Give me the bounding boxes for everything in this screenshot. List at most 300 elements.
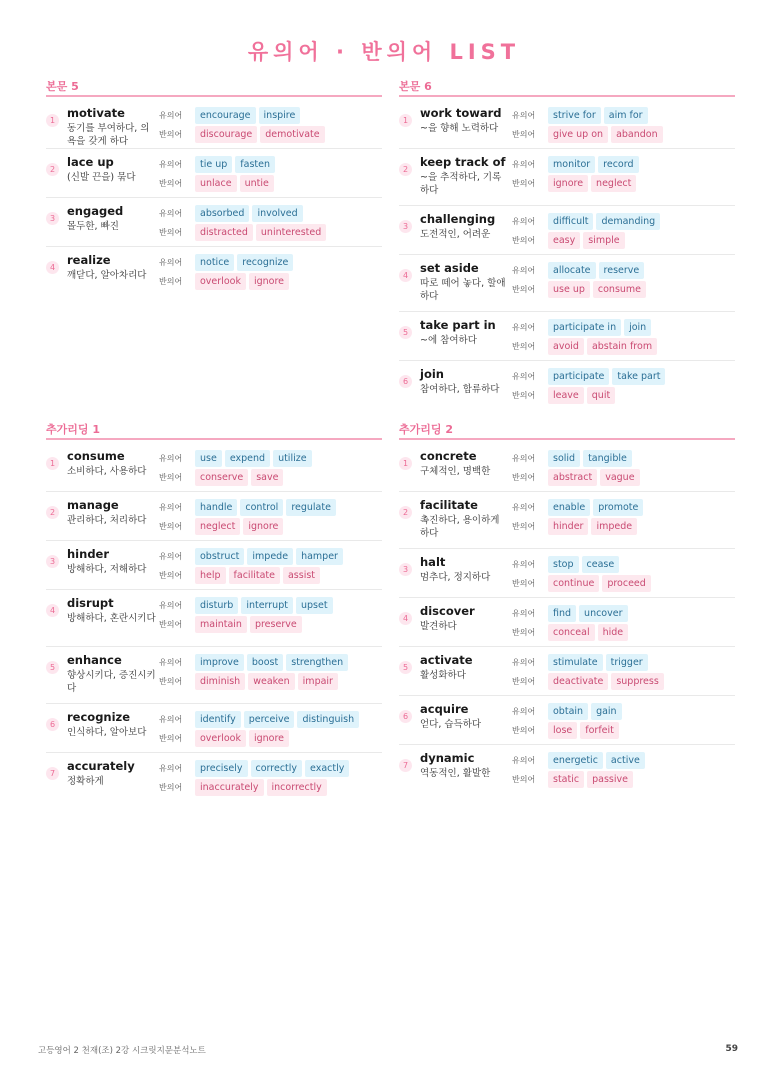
antonym-row: [512, 125, 666, 144]
entry-meaning: 구체적인, 명백한: [420, 466, 491, 477]
entry-row: [399, 443, 735, 492]
synonym-label: 유의어: [159, 454, 183, 463]
synonym-label: 유의어: [512, 454, 536, 463]
antonym-tag: abstract: [548, 469, 597, 486]
synonym-label: 유의어: [159, 503, 183, 512]
antonym-tag: passive: [587, 771, 633, 788]
antonym-label: 반의어: [512, 628, 536, 637]
antonym-label: 반의어: [512, 342, 536, 351]
synonym-tag: regulate: [286, 499, 336, 516]
entry-word-block: [420, 653, 510, 682]
synonym-tag: tangible: [583, 450, 632, 467]
entry-word-block: [420, 106, 510, 135]
synonym-row: [512, 106, 651, 125]
antonym-label: 반의어: [512, 473, 536, 482]
synonym-tag: inspire: [259, 107, 301, 124]
antonym-tag: impair: [298, 673, 338, 690]
synonym-row: [512, 702, 625, 721]
synonym-label: 유의어: [512, 560, 536, 569]
entry-word-block: [420, 751, 510, 780]
entry-word: activate: [420, 653, 473, 667]
synonym-row: [512, 555, 622, 574]
synonym-tag: aim for: [604, 107, 648, 124]
synonym-label: 유의어: [512, 217, 536, 226]
entry-number: 5: [399, 661, 412, 674]
antonym-tag: continue: [548, 575, 599, 592]
entry-word-block: [420, 604, 510, 633]
antonym-tag: vague: [600, 469, 639, 486]
synonym-tag: boost: [247, 654, 283, 671]
synonym-tag: handle: [195, 499, 237, 516]
antonym-tag: neglect: [591, 175, 636, 192]
synonym-label: 유의어: [159, 764, 183, 773]
entry-meaning: 활성화하다: [420, 670, 466, 681]
synonym-row: [512, 604, 631, 623]
synonym-row: [512, 498, 646, 517]
antonym-tag: assist: [283, 567, 320, 584]
synonym-label: 유의어: [159, 258, 183, 267]
entry-word: accurately: [67, 759, 135, 773]
synonym-label: 유의어: [159, 715, 183, 724]
synonym-tag: utilize: [273, 450, 312, 467]
entry-word-block: [420, 498, 510, 540]
synonym-row: [159, 596, 336, 615]
entry-word-block: [67, 710, 157, 739]
synonym-label: 유의어: [159, 160, 183, 169]
entry-number: 2: [46, 506, 59, 519]
antonym-row: [512, 623, 631, 642]
antonym-tag: impede: [591, 518, 637, 535]
antonym-label: 반의어: [512, 179, 536, 188]
antonym-row: [159, 729, 292, 748]
synonym-tag: encourage: [195, 107, 256, 124]
entry-word-block: [67, 253, 157, 282]
entry-number: 6: [46, 718, 59, 731]
entry-list: [46, 443, 382, 793]
antonym-tag: uninterested: [256, 224, 326, 241]
synonym-row: [159, 653, 351, 672]
entry-word-block: [420, 702, 510, 731]
antonym-tag: overlook: [195, 730, 246, 747]
section-title: 추가리딩 1: [46, 421, 382, 440]
synonym-row: [512, 261, 647, 280]
antonym-label: 반의어: [159, 677, 183, 686]
synonym-tag: active: [606, 752, 645, 769]
synonym-tag: stimulate: [548, 654, 603, 671]
antonym-label: 반의어: [512, 677, 536, 686]
antonym-tag: suppress: [611, 673, 663, 690]
synonym-tag: correctly: [251, 760, 303, 777]
entry-number: 5: [399, 326, 412, 339]
antonym-label: 반의어: [159, 571, 183, 580]
entry-meaning: 방해하다, 혼란시키다: [67, 613, 156, 624]
synonym-tag: strengthen: [286, 654, 348, 671]
synonym-row: [159, 106, 303, 125]
entry-meaning: (신발 끈을) 묶다: [67, 172, 136, 183]
synonym-tag: control: [240, 499, 283, 516]
entry-word-block: [67, 653, 157, 695]
synonym-tag: precisely: [195, 760, 248, 777]
synonym-row: [159, 547, 346, 566]
entry-meaning: 방해하다, 저해하다: [67, 564, 147, 575]
synonym-tag: disturb: [195, 597, 238, 614]
entry-word: manage: [67, 498, 119, 512]
antonym-tag: distracted: [195, 224, 253, 241]
entry-row: [399, 255, 735, 312]
antonym-tag: untie: [240, 175, 274, 192]
section-title: 본문 5: [46, 78, 382, 97]
entry-meaning: 참여하다, 합류하다: [420, 384, 500, 395]
synonym-tag: join: [624, 319, 651, 336]
synonym-label: 유의어: [159, 601, 183, 610]
entry-row: [399, 696, 735, 745]
antonym-label: 반의어: [159, 228, 183, 237]
entry-word-block: [67, 547, 157, 576]
antonym-tag: consume: [593, 281, 646, 298]
entry-number: 6: [399, 375, 412, 388]
antonym-row: [512, 386, 618, 405]
antonym-row: [159, 174, 277, 193]
entry-number: 1: [46, 114, 59, 127]
synonym-label: 유의어: [512, 323, 536, 332]
antonym-row: [159, 223, 329, 242]
entry-row: [399, 598, 735, 647]
antonym-tag: hinder: [548, 518, 588, 535]
entry-row: [46, 492, 382, 541]
synonym-tag: interrupt: [241, 597, 293, 614]
synonym-row: [512, 367, 668, 386]
synonym-tag: obtain: [548, 703, 588, 720]
footer-text: 고등영어 2 천재(조) 2강 시크릿지문분석노트: [38, 1046, 206, 1056]
section: [46, 78, 382, 287]
synonym-tag: hamper: [296, 548, 343, 565]
entry-row: [399, 492, 735, 549]
entry-meaning: ~을 추적하다, 기록하다: [420, 172, 502, 196]
antonym-label: 반의어: [159, 734, 183, 743]
entry-word: disrupt: [67, 596, 114, 610]
synonym-tag: monitor: [548, 156, 595, 173]
synonym-row: [159, 759, 352, 778]
entry-row: [46, 100, 382, 149]
entry-number: 1: [399, 457, 412, 470]
synonym-label: 유의어: [512, 658, 536, 667]
synonym-tag: improve: [195, 654, 244, 671]
entry-word: set aside: [420, 261, 479, 275]
entry-word-block: [420, 555, 510, 584]
section: [46, 421, 382, 793]
entry-word: realize: [67, 253, 111, 267]
entry-number: 2: [46, 163, 59, 176]
entry-meaning: ~을 향해 노력하다: [420, 123, 499, 134]
synonym-label: 유의어: [512, 609, 536, 618]
antonym-row: [159, 468, 286, 487]
entry-word-block: [67, 204, 157, 233]
antonym-row: [159, 615, 305, 634]
synonym-row: [159, 498, 339, 517]
entry-word: lace up: [67, 155, 114, 169]
synonym-tag: participate: [548, 368, 609, 385]
entry-meaning: 관리하다, 처리하다: [67, 515, 147, 526]
synonym-row: [512, 751, 648, 770]
synonym-tag: obstruct: [195, 548, 244, 565]
entry-row: [46, 247, 382, 287]
antonym-tag: help: [195, 567, 226, 584]
antonym-tag: maintain: [195, 616, 247, 633]
antonym-label: 반의어: [512, 236, 536, 245]
antonym-row: [159, 517, 286, 536]
antonym-row: [512, 468, 643, 487]
entry-word-block: [67, 106, 157, 148]
antonym-row: [512, 721, 622, 740]
entry-word-block: [420, 212, 510, 241]
synonym-tag: take part: [612, 368, 665, 385]
entry-number: 4: [46, 261, 59, 274]
antonym-row: [159, 272, 292, 291]
entry-meaning: 몰두한, 빠진: [67, 221, 119, 232]
antonym-tag: inaccurately: [195, 779, 264, 796]
antonym-tag: abstain from: [587, 338, 657, 355]
entry-number: 4: [46, 604, 59, 617]
synonym-row: [159, 155, 278, 174]
entry-word: facilitate: [420, 498, 478, 512]
entry-word-block: [420, 318, 510, 347]
antonym-row: [159, 566, 323, 585]
synonym-tag: demanding: [596, 213, 660, 230]
antonym-label: 반의어: [159, 522, 183, 531]
entry-number: 3: [46, 212, 59, 225]
antonym-tag: hide: [598, 624, 629, 641]
antonym-tag: overlook: [195, 273, 246, 290]
antonym-tag: demotivate: [260, 126, 324, 143]
antonym-tag: deactivate: [548, 673, 608, 690]
antonym-label: 반의어: [512, 391, 536, 400]
entry-row: [399, 647, 735, 696]
antonym-tag: ignore: [249, 730, 289, 747]
entry-meaning: 인식하다, 알아보다: [67, 727, 147, 738]
synonym-label: 유의어: [512, 160, 536, 169]
entry-meaning: 멈추다, 정지하다: [420, 572, 491, 583]
synonym-tag: difficult: [548, 213, 593, 230]
entry-list: [46, 100, 382, 287]
synonym-tag: recognize: [237, 254, 293, 271]
entry-number: 4: [399, 612, 412, 625]
entry-meaning: 촉진하다, 용이하게 하다: [420, 515, 500, 539]
synonym-label: 유의어: [512, 707, 536, 716]
section: [399, 421, 735, 785]
entry-word: join: [420, 367, 444, 381]
synonym-tag: tie up: [195, 156, 232, 173]
entry-row: [399, 149, 735, 206]
synonym-label: 유의어: [512, 266, 536, 275]
synonym-label: 유의어: [512, 372, 536, 381]
synonym-row: [159, 710, 362, 729]
synonym-tag: trigger: [606, 654, 648, 671]
synonym-tag: enable: [548, 499, 590, 516]
antonym-row: [512, 280, 649, 299]
antonym-tag: save: [251, 469, 283, 486]
synonym-tag: stop: [548, 556, 579, 573]
entry-word: take part in: [420, 318, 496, 332]
synonym-row: [512, 212, 663, 231]
synonym-tag: reserve: [599, 262, 645, 279]
entry-row: [399, 361, 735, 401]
antonym-label: 반의어: [512, 726, 536, 735]
entry-number: 1: [46, 457, 59, 470]
antonym-tag: ignore: [548, 175, 588, 192]
antonym-tag: easy: [548, 232, 580, 249]
entry-number: 6: [399, 710, 412, 723]
synonym-label: 유의어: [159, 552, 183, 561]
synonym-label: 유의어: [159, 209, 183, 218]
synonym-tag: use: [195, 450, 222, 467]
synonym-row: [512, 653, 651, 672]
entry-row: [46, 590, 382, 647]
entry-word: keep track of: [420, 155, 506, 169]
synonym-tag: energetic: [548, 752, 603, 769]
entry-meaning: ~에 참여하다: [420, 335, 477, 346]
antonym-label: 반의어: [512, 579, 536, 588]
antonym-tag: forfeit: [580, 722, 619, 739]
synonym-tag: solid: [548, 450, 580, 467]
antonym-label: 반의어: [159, 473, 183, 482]
entry-word: work toward: [420, 106, 502, 120]
entry-row: [399, 100, 735, 149]
synonym-tag: strive for: [548, 107, 601, 124]
synonym-label: 유의어: [512, 756, 536, 765]
entry-meaning: 발견하다: [420, 621, 457, 632]
antonym-row: [512, 574, 654, 593]
antonym-tag: facilitate: [229, 567, 280, 584]
entry-list: [399, 443, 735, 785]
entry-row: [399, 745, 735, 785]
antonym-tag: ignore: [249, 273, 289, 290]
entry-meaning: 정확하게: [67, 776, 104, 787]
antonym-tag: proceed: [602, 575, 650, 592]
entry-meaning: 따로 떼어 놓다, 할애하다: [420, 278, 506, 302]
antonym-tag: static: [548, 771, 584, 788]
synonym-tag: notice: [195, 254, 234, 271]
antonym-row: [512, 770, 636, 789]
synonym-tag: absorbed: [195, 205, 249, 222]
antonym-label: 반의어: [159, 179, 183, 188]
entry-row: [46, 541, 382, 590]
entry-row: [46, 753, 382, 793]
entry-word-block: [67, 596, 157, 625]
entry-row: [46, 704, 382, 753]
entry-row: [46, 647, 382, 704]
entry-number: 2: [399, 163, 412, 176]
synonym-tag: find: [548, 605, 576, 622]
synonym-label: 유의어: [512, 111, 536, 120]
antonym-tag: avoid: [548, 338, 584, 355]
section-title: 본문 6: [399, 78, 735, 97]
entry-word: motivate: [67, 106, 125, 120]
antonym-label: 반의어: [512, 130, 536, 139]
antonym-label: 반의어: [159, 277, 183, 286]
antonym-row: [159, 778, 330, 797]
synonym-tag: involved: [252, 205, 302, 222]
entry-number: 7: [46, 767, 59, 780]
synonym-label: 유의어: [159, 658, 183, 667]
synonym-tag: expend: [225, 450, 270, 467]
entry-meaning: 깨닫다, 알아차리다: [67, 270, 147, 281]
synonym-tag: impede: [247, 548, 293, 565]
page-number: 59: [725, 1044, 738, 1054]
entry-word: dynamic: [420, 751, 475, 765]
entry-row: [399, 312, 735, 361]
antonym-tag: leave: [548, 387, 584, 404]
synonym-row: [512, 449, 635, 468]
antonym-row: [159, 672, 341, 691]
antonym-tag: neglect: [195, 518, 240, 535]
entry-row: [399, 206, 735, 255]
synonym-tag: promote: [593, 499, 643, 516]
entry-word: hinder: [67, 547, 110, 561]
entry-word-block: [67, 155, 157, 184]
entry-number: 1: [399, 114, 412, 127]
entry-number: 4: [399, 269, 412, 282]
antonym-tag: discourage: [195, 126, 257, 143]
antonym-tag: use up: [548, 281, 590, 298]
synonym-tag: participate in: [548, 319, 621, 336]
entry-word-block: [420, 449, 510, 478]
entry-number: 2: [399, 506, 412, 519]
synonym-tag: distinguish: [297, 711, 359, 728]
entry-word: concrete: [420, 449, 477, 463]
entry-word-block: [67, 498, 157, 527]
antonym-tag: unlace: [195, 175, 237, 192]
antonym-tag: weaken: [248, 673, 294, 690]
synonym-row: [512, 155, 642, 174]
synonym-label: 유의어: [159, 111, 183, 120]
entry-meaning: 소비하다, 사용하다: [67, 466, 147, 477]
synonym-tag: allocate: [548, 262, 596, 279]
antonym-row: [512, 231, 628, 250]
entry-word: acquire: [420, 702, 469, 716]
entry-meaning: 향상시키다, 증진시키다: [67, 670, 156, 694]
entry-meaning: 도전적인, 어려운: [420, 229, 491, 240]
synonym-tag: exactly: [305, 760, 349, 777]
antonym-row: [512, 337, 660, 356]
synonym-label: 유의어: [512, 503, 536, 512]
entry-word-block: [420, 261, 510, 303]
entry-number: 3: [399, 220, 412, 233]
entry-meaning: 얻다, 습득하다: [420, 719, 482, 730]
antonym-tag: give up on: [548, 126, 608, 143]
synonym-tag: gain: [591, 703, 622, 720]
antonym-tag: ignore: [243, 518, 283, 535]
entry-row: [46, 198, 382, 247]
synonym-row: [159, 253, 296, 272]
entry-row: [399, 549, 735, 598]
synonym-tag: upset: [296, 597, 333, 614]
entry-word: recognize: [67, 710, 131, 724]
synonym-tag: perceive: [244, 711, 295, 728]
entry-meaning: 동기를 부여하다, 의욕을 갖게 하다: [67, 123, 150, 147]
entry-number: 3: [46, 555, 59, 568]
synonym-row: [159, 449, 315, 468]
antonym-row: [159, 125, 328, 144]
entry-word-block: [420, 367, 510, 396]
entry-number: 3: [399, 563, 412, 576]
entry-meaning: 역동적인, 활발한: [420, 768, 491, 779]
antonym-tag: quit: [587, 387, 615, 404]
page-title: 유의어 · 반의어 LIST: [247, 40, 521, 64]
synonym-tag: fasten: [235, 156, 275, 173]
antonym-tag: simple: [583, 232, 624, 249]
entry-word: engaged: [67, 204, 124, 218]
antonym-tag: preserve: [250, 616, 302, 633]
